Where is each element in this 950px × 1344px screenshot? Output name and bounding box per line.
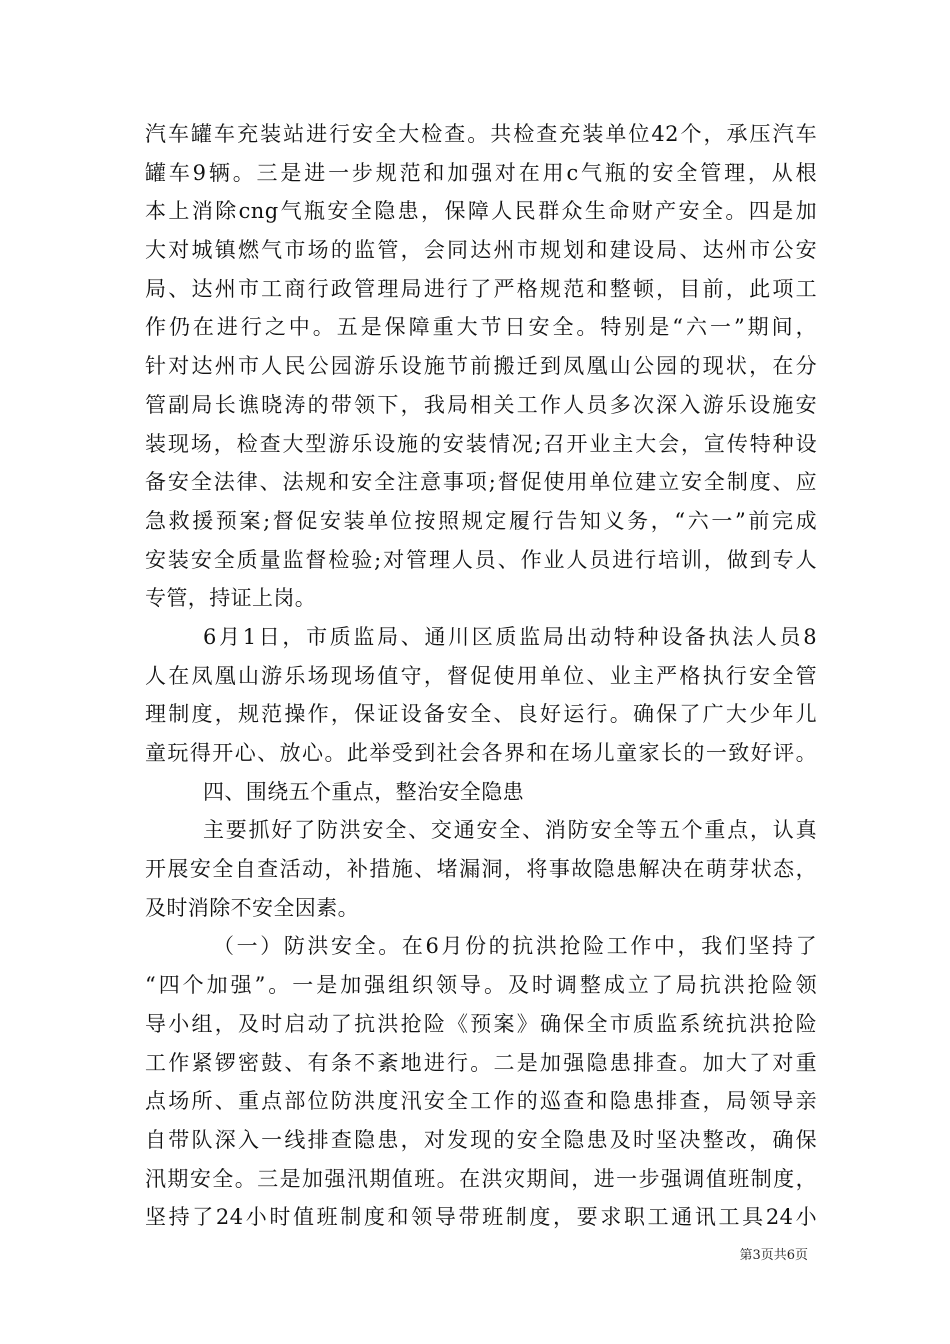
text-line: 针对达州市人民公园游乐设施节前搬迁到凤凰山公园的现状，在分 (145, 354, 817, 379)
text-line: 汽车罐车充装站进行安全大检查。共检查充装单位42个，承压汽车 (145, 122, 817, 146)
text-line: 汛期安全。三是加强汛期值班。在洪灾期间，进一步强调值班制度， (145, 1166, 817, 1191)
paragraph-first-line: （一）防洪安全。在6月份的抗洪抢险工作中，我们坚持了 (213, 934, 817, 959)
document-body (145, 115, 817, 1237)
text-line: 童玩得开心、放心。此举受到社会各界和在场儿童家长的一致好评。 (145, 741, 817, 765)
text-line: 急救援预案;督促安装单位按照规定履行告知义务，“六一”前完成 (145, 508, 817, 533)
text-line: 开展安全自查活动，补措施、堵漏洞，将事故隐患解决在萌芽状态， (145, 857, 817, 882)
text-line: 安装安全质量监督检验;对管理人员、作业人员进行培训，做到专人 (145, 547, 817, 572)
text-line: 备安全法律、法规和安全注意事项;督促使用单位建立安全制度、应 (145, 470, 817, 495)
text-line: “四个加强”。一是加强组织领导。及时调整成立了局抗洪抢险领 (145, 973, 817, 998)
text-line: 点场所、重点部位防洪度汛安全工作的巡查和隐患排查，局领导亲 (145, 1089, 817, 1114)
text-line: 人在凤凰山游乐场现场值守，督促使用单位、业主严格执行安全管 (145, 663, 817, 688)
text-line: 自带队深入一线排查隐患，对发现的安全隐患及时坚决整改，确保 (145, 1127, 817, 1152)
paragraph-first-line: 6月1日，市质监局、通川区质监局出动特种设备执法人员8 (203, 624, 817, 649)
text-line: 管副局长谯晓涛的带领下，我局相关工作人员多次深入游乐设施安 (145, 392, 817, 417)
text-line: 大对城镇燃气市场的监管，会同达州市规划和建设局、达州市公安 (145, 238, 817, 263)
text-line: 理制度，规范操作，保证设备安全、良好运行。确保了广大少年儿 (145, 702, 817, 727)
page-number: 第3页共6页 (739, 1248, 808, 1263)
paragraph-first-line: 主要抓好了防洪安全、交通安全、消防安全等五个重点，认真 (203, 818, 817, 843)
text-line: 坚持了24小时值班制度和领导带班制度，要求职工通讯工具24小 (145, 1205, 817, 1230)
text-line: 导小组，及时启动了抗洪抢险《预案》确保全市质监系统抗洪抢险 (145, 1011, 817, 1036)
text-line: 罐车9辆。三是进一步规范和加强对在用c气瓶的安全管理，从根 (145, 160, 817, 185)
text-line: 装现场，检查大型游乐设施的安装情况;召开业主大会，宣传特种设 (145, 431, 817, 456)
text-line: 局、达州市工商行政管理局进行了严格规范和整顿，目前，此项工 (145, 276, 817, 301)
text-line: 及时消除不安全因素。 (145, 895, 359, 920)
text-line: 工作紧锣密鼓、有条不紊地进行。二是加强隐患排查。加大了对重 (145, 1050, 817, 1075)
text-line: 专管，持证上岗。 (145, 586, 317, 611)
text-line: 本上消除cng气瓶安全隐患，保障人民群众生命财产安全。四是加 (145, 199, 817, 224)
text-line: 作仍在进行之中。五是保障重大节日安全。特别是“六一”期间， (145, 315, 817, 340)
section-heading: 四、围绕五个重点，整治安全隐患 (203, 779, 524, 804)
